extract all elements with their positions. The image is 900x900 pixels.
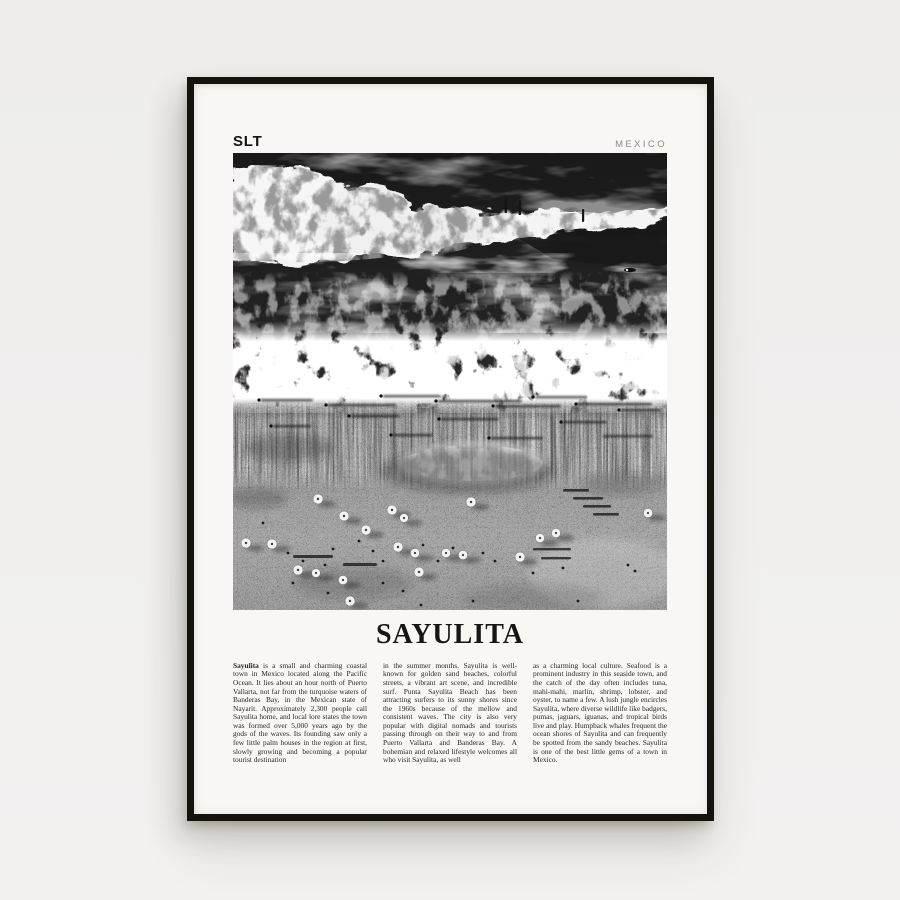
beach-photo-art: [233, 153, 667, 610]
aerial-beach-photo: [233, 153, 667, 610]
country-label: MEXICO: [615, 139, 667, 150]
brand-logo: SLT: [233, 133, 263, 150]
travel-poster: [194, 84, 707, 814]
body-text: [233, 662, 667, 765]
poster-header: [233, 132, 667, 150]
text-column-1: [233, 662, 367, 765]
lead-word: Sayulita: [233, 660, 259, 670]
text-column-3: as a charming local culture. Seafood is a prominent industry in this seaside town, and the catch of the day often includes tuna, mahi-mahi, marlin, shrimp, lobster, and oyster, to name a few. A lush jungle encircles Sayulita, where diverse wildlife like badgers, pumas, jaguars, iguanas, and tropical birds live and play. Humpback whales frequent the ocean shores of Sayulita and can frequently be spotted from the sandy beaches. Sayulita is one of the best little gems of a town in Mexico.: [533, 660, 667, 765]
poster-frame: [187, 77, 714, 821]
poster-title: SAYULITA: [375, 619, 525, 650]
column-1-text: is a small and charming coastal town in Mexico located along the Pacific Ocean. It lies about an hour north of Puerto Vallarta, not far from the turquoise waters of Banderas Bay, in the Mexican state of Nayarit. Approximately 2,300 people call Sayulita home, and local lore states the town was formed over 5,000 years ago by the gods of the waves. Its founding saw only a few little palm houses in the region at first, slowly growing and becoming a popular tourist destination: [233, 660, 367, 765]
text-column-2: in the summer months. Sayulita is well-known for golden sand beaches, colorful streets, a vibrant art scene, and incredible surf. Punta Sayulita Beach has been attracting surfers to its sunny shores since the 1960s because of the mellow and consistent waves. The city is also very popular with digital nomads and tourists passing through on their way to and from Puerto Vallarta and Banderas Bay. A bohemian and relaxed lifestyle welcomes all who visit Sayulita, as well: [383, 660, 517, 765]
